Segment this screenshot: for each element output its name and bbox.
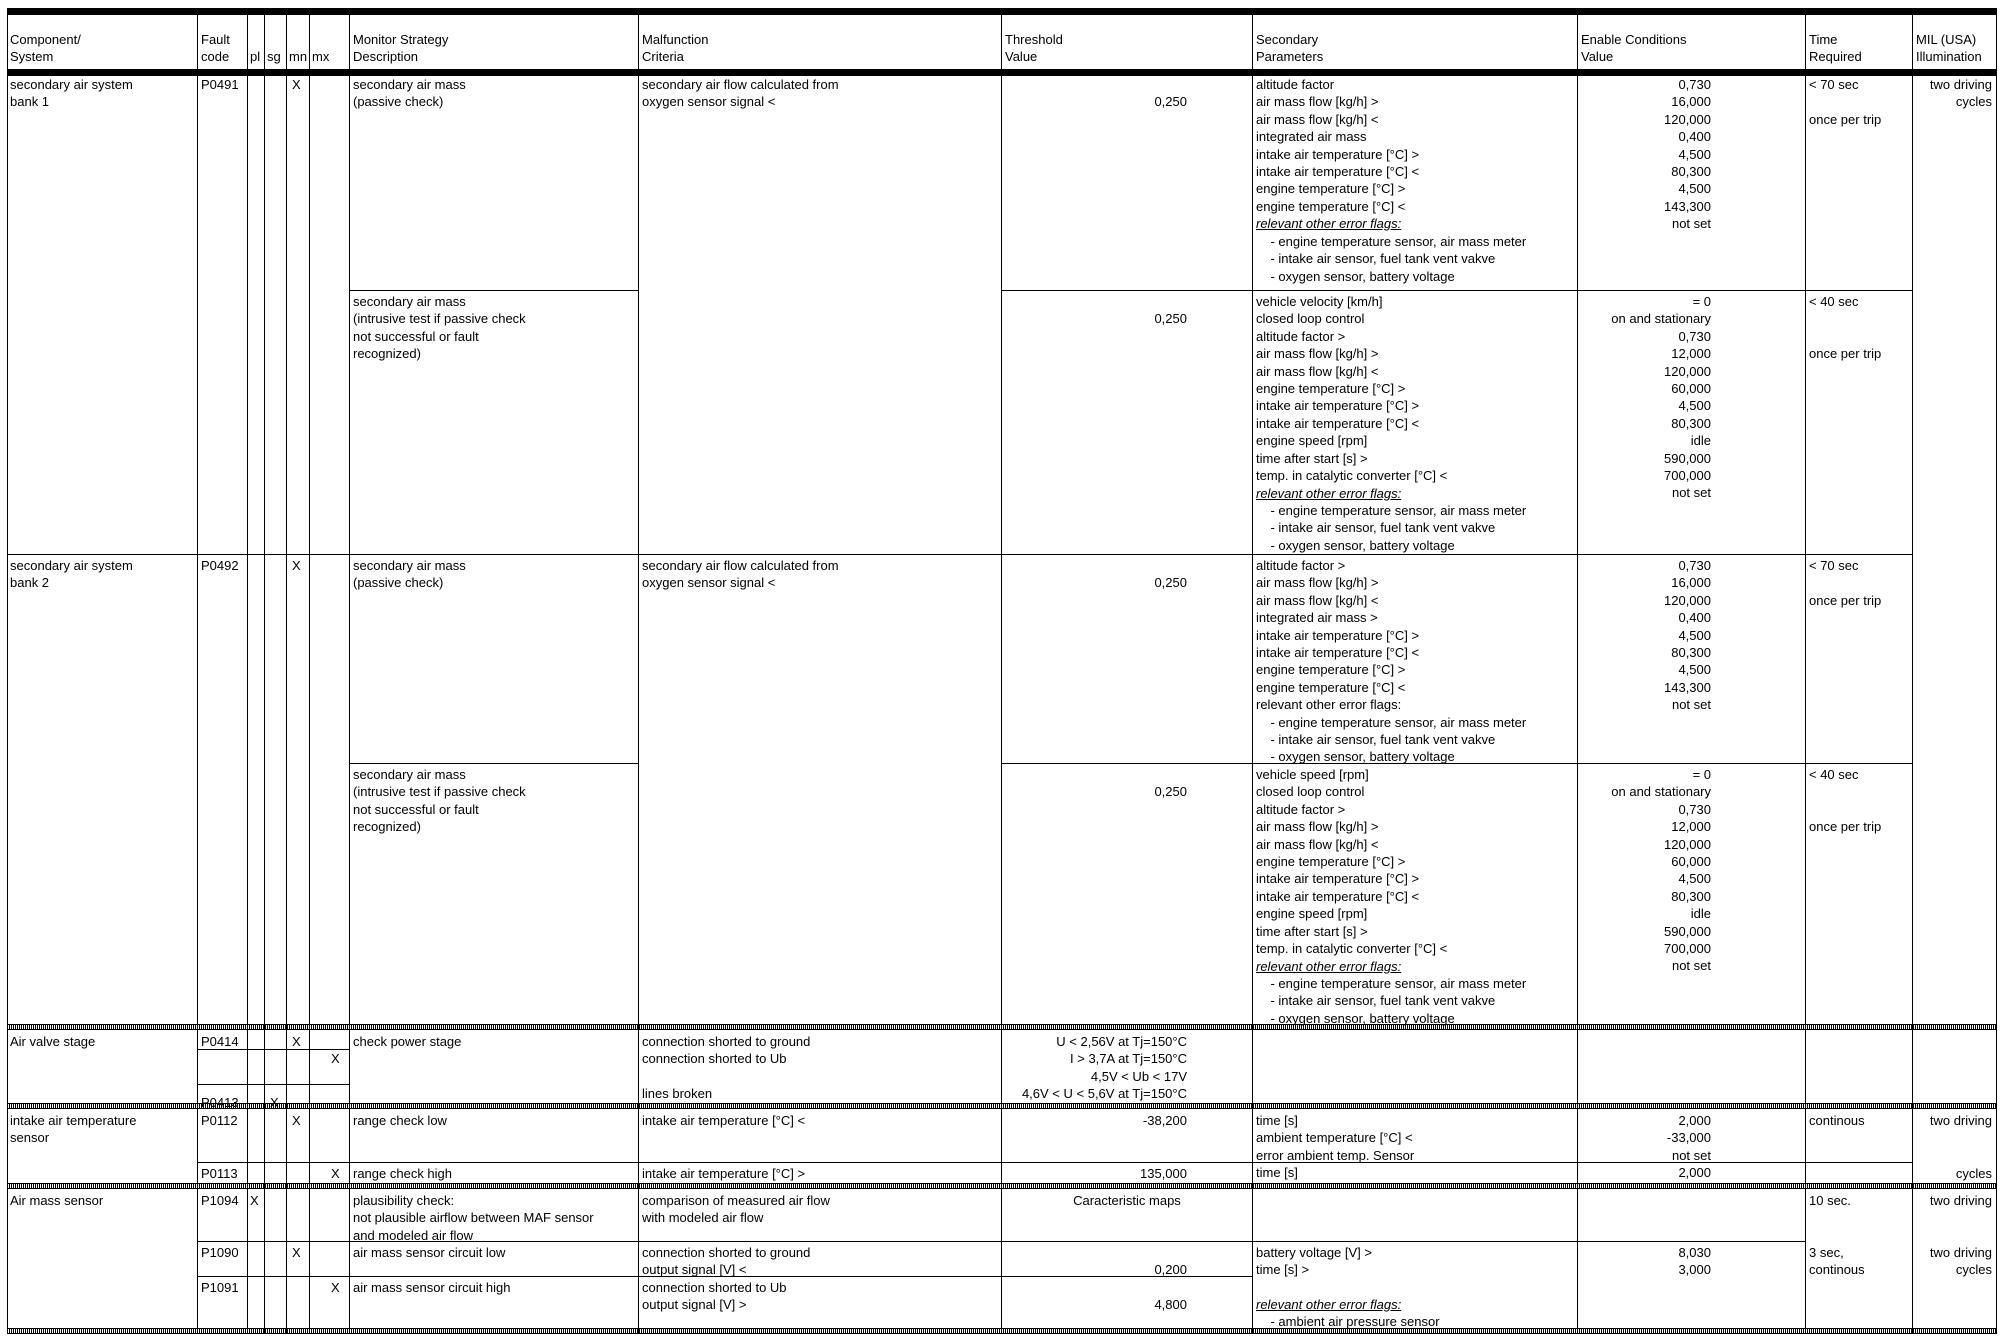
error-flags-label: relevant other error flags:	[1256, 1297, 1402, 1312]
enable-values: 0,730 16,000 120,000 0,400 4,500 80,300 4,500 143,300 not set	[1664, 77, 1711, 232]
enable-values: = 0 on and stationary 0,730 12,000 120,000 60,000 4,500 80,300 idle 590,000 700,000 not set	[1611, 294, 1711, 501]
secondary-params: vehicle speed [rpm] closed loop control altitude factor > air mass flow [kg/h] > air mass flow [kg/h] < engine temperature [°C] > intake air temperature [°C] > intake air temperature [°C] < engine speed [rpm] time after start [s] > temp. in catalytic converter [°C] <	[1256, 767, 1448, 957]
header-fault-code: Fault code	[201, 32, 230, 64]
error-flags-label: relevant other error flags:	[1256, 959, 1402, 974]
malfunction-criteria: connection shorted to ground connection shorted to Ub lines broken	[642, 1034, 811, 1102]
threshold-value: Caracteristic maps	[1073, 1193, 1181, 1208]
mn-mark: X	[292, 1113, 301, 1128]
error-flags-list: - ambient air pressure sensor	[1256, 1314, 1440, 1329]
threshold-value: 0,200	[1154, 1262, 1187, 1277]
malfunction-criteria: secondary air flow calculated from oxygen sensor signal <	[642, 558, 839, 591]
monitor-desc: range check low	[353, 1113, 447, 1128]
time-required: < 40 sec once per trip	[1809, 767, 1882, 835]
mx-mark: X	[331, 1166, 340, 1181]
component-intake-air-temp-sensor: intake air temperature sensor	[10, 1113, 137, 1146]
monitor-desc: secondary air mass (passive check)	[353, 77, 466, 110]
error-flags-list: - engine temperature sensor, air mass meter - intake air sensor, fuel tank vent vakve - oxygen sensor, battery voltage	[1270, 976, 1527, 1026]
enable-values: = 0 on and stationary 0,730 12,000 120,000 60,000 4,500 80,300 idle 590,000 700,000 not set	[1611, 767, 1711, 974]
fault-code-p1094: P1094	[201, 1193, 239, 1208]
time-required: continous	[1809, 1113, 1865, 1128]
section-divider	[7, 1183, 1997, 1189]
mn-mark: X	[292, 1245, 301, 1260]
threshold-value: 0,250	[1154, 575, 1187, 591]
error-flags-label: relevant other error flags:	[1256, 216, 1402, 231]
header-mn: mn	[289, 49, 308, 64]
mx-mark: X	[331, 1051, 340, 1066]
monitor-desc: plausibility check: not plausible airflow between MAF sensor and modeled air flow	[353, 1193, 594, 1243]
sg-mark: X	[270, 1095, 279, 1110]
header-monitor-strategy: Monitor Strategy Description	[353, 32, 449, 64]
component-sas-bank1: secondary air system bank 1	[10, 77, 133, 110]
malfunction-criteria: intake air temperature [°C] <	[642, 1113, 806, 1128]
mn-mark: X	[292, 1034, 301, 1049]
fault-code-p1091: P1091	[201, 1280, 239, 1295]
fault-code-p0491: P0491	[201, 77, 239, 92]
malfunction-criteria: intake air temperature [°C] >	[642, 1166, 806, 1181]
threshold-value: 0,250	[1154, 784, 1187, 800]
mx-mark: X	[331, 1280, 340, 1295]
secondary-params: time [s] ambient temperature [°C] < error ambient temp. Sensor time [s]	[1256, 1113, 1415, 1181]
component-air-mass-sensor: Air mass sensor	[10, 1193, 104, 1208]
mil-illumination: two driving cycles	[1929, 1245, 1992, 1278]
fault-code-p1090: P1090	[201, 1245, 239, 1260]
component-air-valve-stage: Air valve stage	[10, 1034, 96, 1049]
section-divider	[7, 1103, 1997, 1109]
obd-monitor-table	[7, 8, 1997, 1334]
time-required: 3 sec, continous	[1809, 1245, 1865, 1278]
monitor-desc: secondary air mass (intrusive test if passive check not successful or fault recognized)	[353, 767, 526, 835]
header-border	[7, 69, 1997, 76]
malfunction-criteria: secondary air flow calculated from oxygen sensor signal <	[642, 77, 839, 110]
header-mx: mx	[312, 49, 330, 64]
header-pl: pl	[250, 49, 261, 64]
threshold-value: U < 2,56V at Tj=150°C I > 3,7A at Tj=150°C 4,5V < Ub < 17V 4,6V < U < 5,6V at Tj=150°C	[1021, 1034, 1187, 1102]
secondary-params: altitude factor > air mass flow [kg/h] > air mass flow [kg/h] < integrated air mass > intake air temperature [°C] > intake air temperature [°C] < engine temperature [°C] > engine temperature [°C] < relevant other error flags: - engine temperature sensor, air mass meter - intake air sensor, fuel tank vent vakve - oxygen sensor, battery voltage	[1256, 558, 1527, 765]
malfunction-criteria: connection shorted to ground output signal [V] <	[642, 1245, 811, 1278]
top-border	[7, 8, 1997, 15]
fault-code-p0112: P0112	[201, 1113, 238, 1128]
error-flags-list: - engine temperature sensor, air mass meter - intake air sensor, fuel tank vent vakve - oxygen sensor, battery voltage	[1270, 503, 1527, 553]
mil-illumination: two driving	[1929, 1113, 1992, 1128]
monitor-desc: air mass sensor circuit high	[353, 1280, 511, 1295]
malfunction-criteria: connection shorted to Ub output signal [V] >	[642, 1280, 787, 1313]
enable-values: 0,730 16,000 120,000 0,400 4,500 80,300 4,500 143,300 not set	[1664, 558, 1711, 713]
mil-illumination: two driving	[1929, 1193, 1992, 1208]
threshold-value: 0,250	[1154, 94, 1187, 110]
error-flags-list: - engine temperature sensor, air mass meter - intake air sensor, fuel tank vent vakve - oxygen sensor, battery voltage	[1270, 234, 1527, 284]
pl-mark: X	[250, 1193, 259, 1208]
enable-values: 8,030 3,000	[1678, 1245, 1711, 1278]
fault-code-p0113: P0113	[201, 1166, 238, 1181]
component-sas-bank2: secondary air system bank 2	[10, 558, 133, 591]
section-divider	[7, 1024, 1997, 1030]
mil-illumination: two driving cycles	[1929, 77, 1992, 110]
time-required: < 40 sec once per trip	[1809, 294, 1882, 362]
header-time-required: Time Required	[1809, 32, 1862, 64]
time-required: < 70 sec once per trip	[1809, 558, 1882, 608]
threshold-value: 135,000	[1140, 1166, 1187, 1181]
header-component: Component/ System	[10, 32, 81, 64]
header-threshold: Threshold Value	[1005, 32, 1063, 64]
mn-mark: X	[292, 558, 301, 573]
fault-code-p0492: P0492	[201, 558, 239, 573]
mil-illumination: cycles	[1955, 1166, 1992, 1181]
enable-values: 2,000 -33,000 not set 2,000	[1666, 1113, 1711, 1181]
threshold-value: -38,200	[1142, 1113, 1187, 1128]
fault-code-p0414: P0414	[201, 1034, 239, 1049]
header-enable-conditions: Enable Conditions Value	[1581, 32, 1687, 64]
secondary-params: vehicle velocity [km/h] closed loop control altitude factor > air mass flow [kg/h] > air mass flow [kg/h] < engine temperature [°C] > intake air temperature [°C] > intake air temperature [°C] < engine speed [rpm] time after start [s] > temp. in catalytic converter [°C] <	[1256, 294, 1448, 484]
header-secondary-parameters: Secondary Parameters	[1256, 32, 1324, 64]
monitor-desc: secondary air mass (intrusive test if passive check not successful or fault recognized)	[353, 294, 526, 362]
threshold-value: 0,250	[1154, 311, 1187, 327]
secondary-params: altitude factor air mass flow [kg/h] > air mass flow [kg/h] < integrated air mass intake air temperature [°C] > intake air temperature [°C] < engine temperature [°C] > engine temperature [°C] <	[1256, 77, 1420, 214]
section-divider	[7, 1328, 1997, 1334]
secondary-params: battery voltage [V] > time [s] >	[1256, 1245, 1372, 1278]
fault-code-p0413: P0413	[201, 1095, 239, 1110]
time-required: 10 sec.	[1809, 1193, 1851, 1208]
error-flags-label: relevant other error flags:	[1256, 486, 1402, 501]
mn-mark: X	[292, 77, 301, 92]
threshold-value: 4,800	[1154, 1297, 1187, 1312]
monitor-desc: air mass sensor circuit low	[353, 1245, 506, 1260]
header-mil: MIL (USA) Illumination	[1916, 32, 1982, 64]
time-required: < 70 sec once per trip	[1809, 77, 1882, 127]
header-sg: sg	[267, 49, 281, 64]
monitor-desc: range check high	[353, 1166, 453, 1181]
header-malfunction-criteria: Malfunction Criteria	[642, 32, 709, 64]
monitor-desc: secondary air mass (passive check)	[353, 558, 466, 591]
monitor-desc: check power stage	[353, 1034, 462, 1049]
malfunction-criteria: comparison of measured air flow with modeled air flow	[642, 1193, 830, 1226]
